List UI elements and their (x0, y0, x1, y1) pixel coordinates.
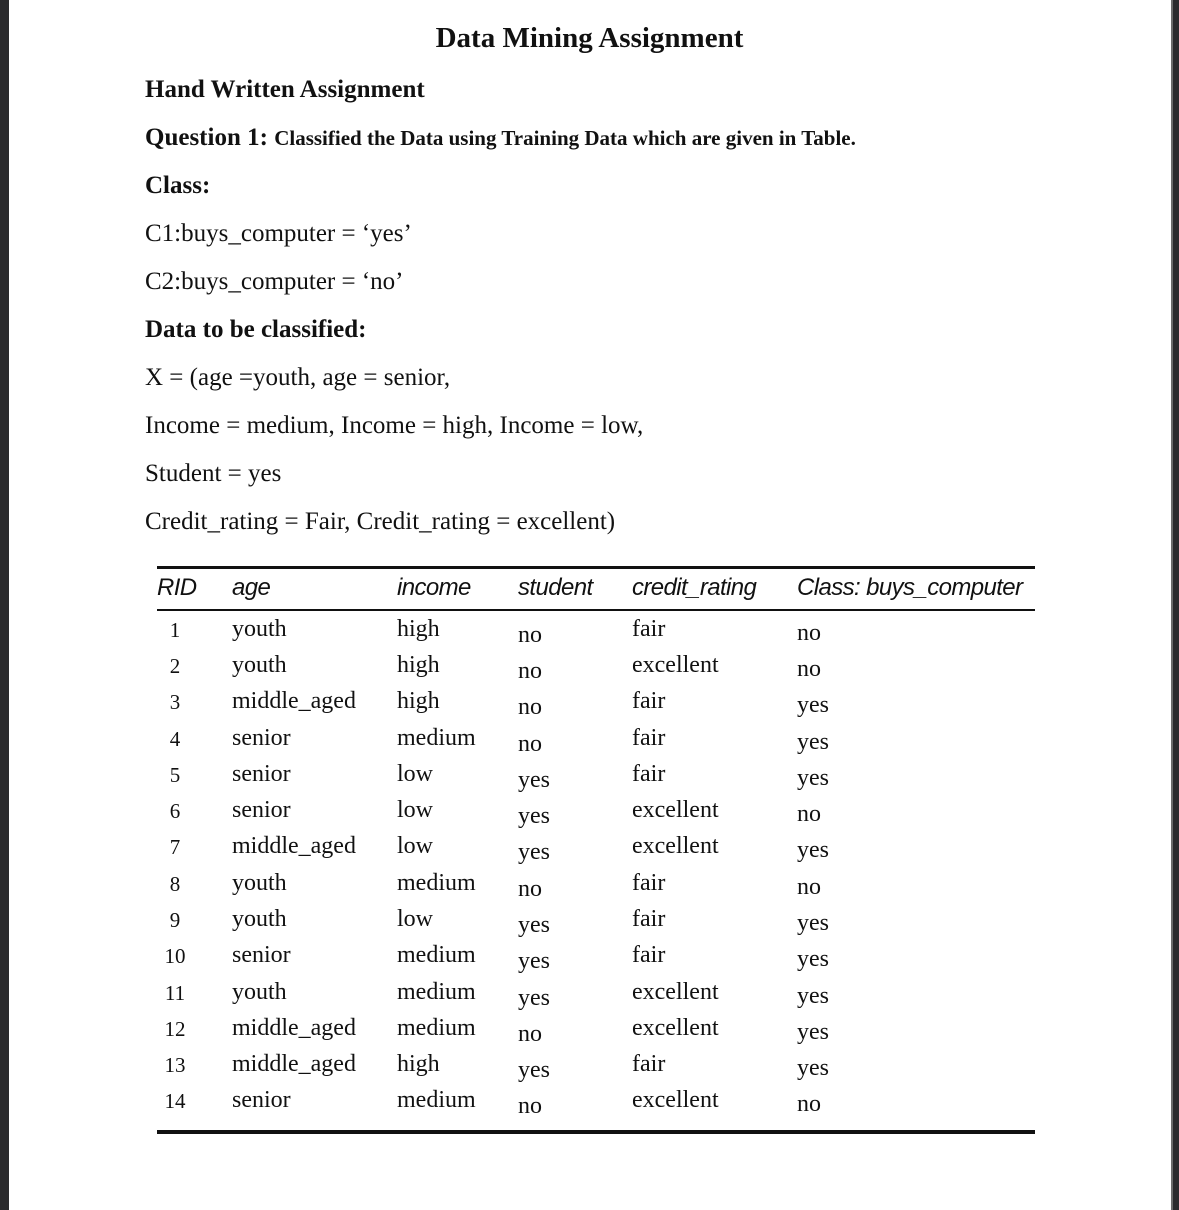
cell-class: yes (797, 910, 829, 936)
cell-student: yes (518, 985, 550, 1011)
cell-credit-rating: excellent (632, 1015, 719, 1041)
class-heading: Class: (145, 172, 211, 199)
cell-age: youth (232, 652, 287, 678)
cell-age: youth (232, 906, 287, 932)
cell-credit-rating: excellent (632, 652, 719, 678)
cell-income: medium (397, 1087, 476, 1113)
cell-rid: 5 (169, 763, 181, 787)
cell-student: yes (518, 912, 550, 938)
question-text: Classified the Data using Training Data which are given in Table. (274, 126, 856, 150)
cell-credit-rating: fair (632, 616, 666, 642)
cell-student: no (518, 876, 542, 902)
cell-income: high (397, 688, 440, 714)
cell-age: middle_aged (232, 688, 356, 714)
cell-student: no (518, 731, 542, 757)
cell-student: yes (518, 803, 550, 829)
data-heading: Data to be classified: (145, 316, 367, 343)
data-line-credit: Credit_rating = Fair, Credit_rating = excellent) (145, 508, 616, 535)
cell-student: no (518, 1021, 542, 1047)
cell-student: no (518, 1093, 542, 1119)
cell-credit-rating: excellent (632, 797, 719, 823)
cell-rid: 4 (169, 727, 181, 751)
cell-income: medium (397, 942, 476, 968)
cell-class: yes (797, 983, 829, 1009)
cell-credit-rating: fair (632, 761, 666, 787)
cell-age: middle_aged (232, 1051, 356, 1077)
cell-rid: 14 (164, 1089, 186, 1113)
cell-student: yes (518, 839, 550, 865)
cell-rid: 7 (169, 835, 181, 859)
question-line (145, 124, 856, 152)
cell-age: youth (232, 616, 287, 642)
cell-rid: 3 (169, 690, 181, 714)
header-credit-rating: credit_rating (632, 574, 757, 601)
cell-age: senior (232, 1087, 291, 1113)
cell-credit-rating: fair (632, 942, 666, 968)
class-line-c2: C2:buys_computer = ‘no’ (145, 268, 404, 295)
cell-credit-rating: fair (632, 725, 666, 751)
cell-income: low (397, 761, 433, 787)
cell-age: middle_aged (232, 1015, 356, 1041)
cell-class: no (797, 656, 821, 682)
cell-income: low (397, 906, 433, 932)
cell-credit-rating: excellent (632, 1087, 719, 1113)
cell-income: medium (397, 725, 476, 751)
cell-age: middle_aged (232, 833, 356, 859)
cell-credit-rating: fair (632, 870, 666, 896)
cell-rid: 8 (169, 872, 181, 896)
cell-income: low (397, 833, 433, 859)
cell-age: youth (232, 870, 287, 896)
cell-income: low (397, 797, 433, 823)
table-header-rule (157, 609, 1035, 611)
cell-rid: 12 (164, 1017, 186, 1041)
header-rid: RID (157, 574, 197, 601)
cell-student: no (518, 694, 542, 720)
cell-rid: 10 (164, 944, 186, 968)
cell-income: high (397, 652, 440, 678)
cell-class: no (797, 620, 821, 646)
cell-class: yes (797, 1019, 829, 1045)
cell-class: yes (797, 692, 829, 718)
cell-class: yes (797, 946, 829, 972)
cell-age: youth (232, 979, 287, 1005)
cell-rid: 13 (164, 1053, 186, 1077)
cell-rid: 6 (169, 799, 181, 823)
cell-class: no (797, 801, 821, 827)
cell-income: medium (397, 1015, 476, 1041)
cell-student: no (518, 622, 542, 648)
header-income: income (397, 574, 471, 601)
cell-student: yes (518, 767, 550, 793)
question-label: Question 1: (145, 124, 268, 151)
data-line-age: X = (age =youth, age = senior, (145, 364, 451, 391)
table-top-rule (157, 566, 1035, 569)
cell-income: medium (397, 870, 476, 896)
page-title: Data Mining Assignment (435, 22, 744, 54)
cell-class: no (797, 1091, 821, 1117)
cell-class: yes (797, 765, 829, 791)
cell-income: high (397, 1051, 440, 1077)
cell-credit-rating: fair (632, 688, 666, 714)
cell-credit-rating: fair (632, 906, 666, 932)
header-student: student (518, 574, 593, 601)
cell-age: senior (232, 725, 291, 751)
class-line-c1: C1:buys_computer = ‘yes’ (145, 220, 412, 247)
cell-credit-rating: excellent (632, 979, 719, 1005)
cell-credit-rating: excellent (632, 833, 719, 859)
cell-class: yes (797, 837, 829, 863)
cell-student: yes (518, 948, 550, 974)
cell-age: senior (232, 942, 291, 968)
cell-rid: 2 (169, 654, 181, 678)
cell-rid: 1 (169, 618, 181, 642)
cell-class: no (797, 874, 821, 900)
viewer-right-edge (1173, 0, 1179, 1210)
cell-rid: 11 (164, 981, 186, 1005)
cell-class: yes (797, 729, 829, 755)
cell-rid: 9 (169, 908, 181, 932)
data-line-student: Student = yes (145, 460, 282, 487)
cell-credit-rating: fair (632, 1051, 666, 1077)
data-line-income: Income = medium, Income = high, Income = low, (145, 412, 644, 439)
viewer-left-edge (0, 0, 9, 1210)
cell-class: yes (797, 1055, 829, 1081)
cell-age: senior (232, 797, 291, 823)
cell-student: yes (518, 1057, 550, 1083)
subtitle: Hand Written Assignment (145, 76, 425, 103)
cell-income: medium (397, 979, 476, 1005)
table-bottom-rule (157, 1130, 1035, 1134)
header-age: age (232, 574, 271, 601)
cell-age: senior (232, 761, 291, 787)
header-class: Class: buys_computer (797, 574, 1023, 601)
cell-student: no (518, 658, 542, 684)
cell-income: high (397, 616, 440, 642)
